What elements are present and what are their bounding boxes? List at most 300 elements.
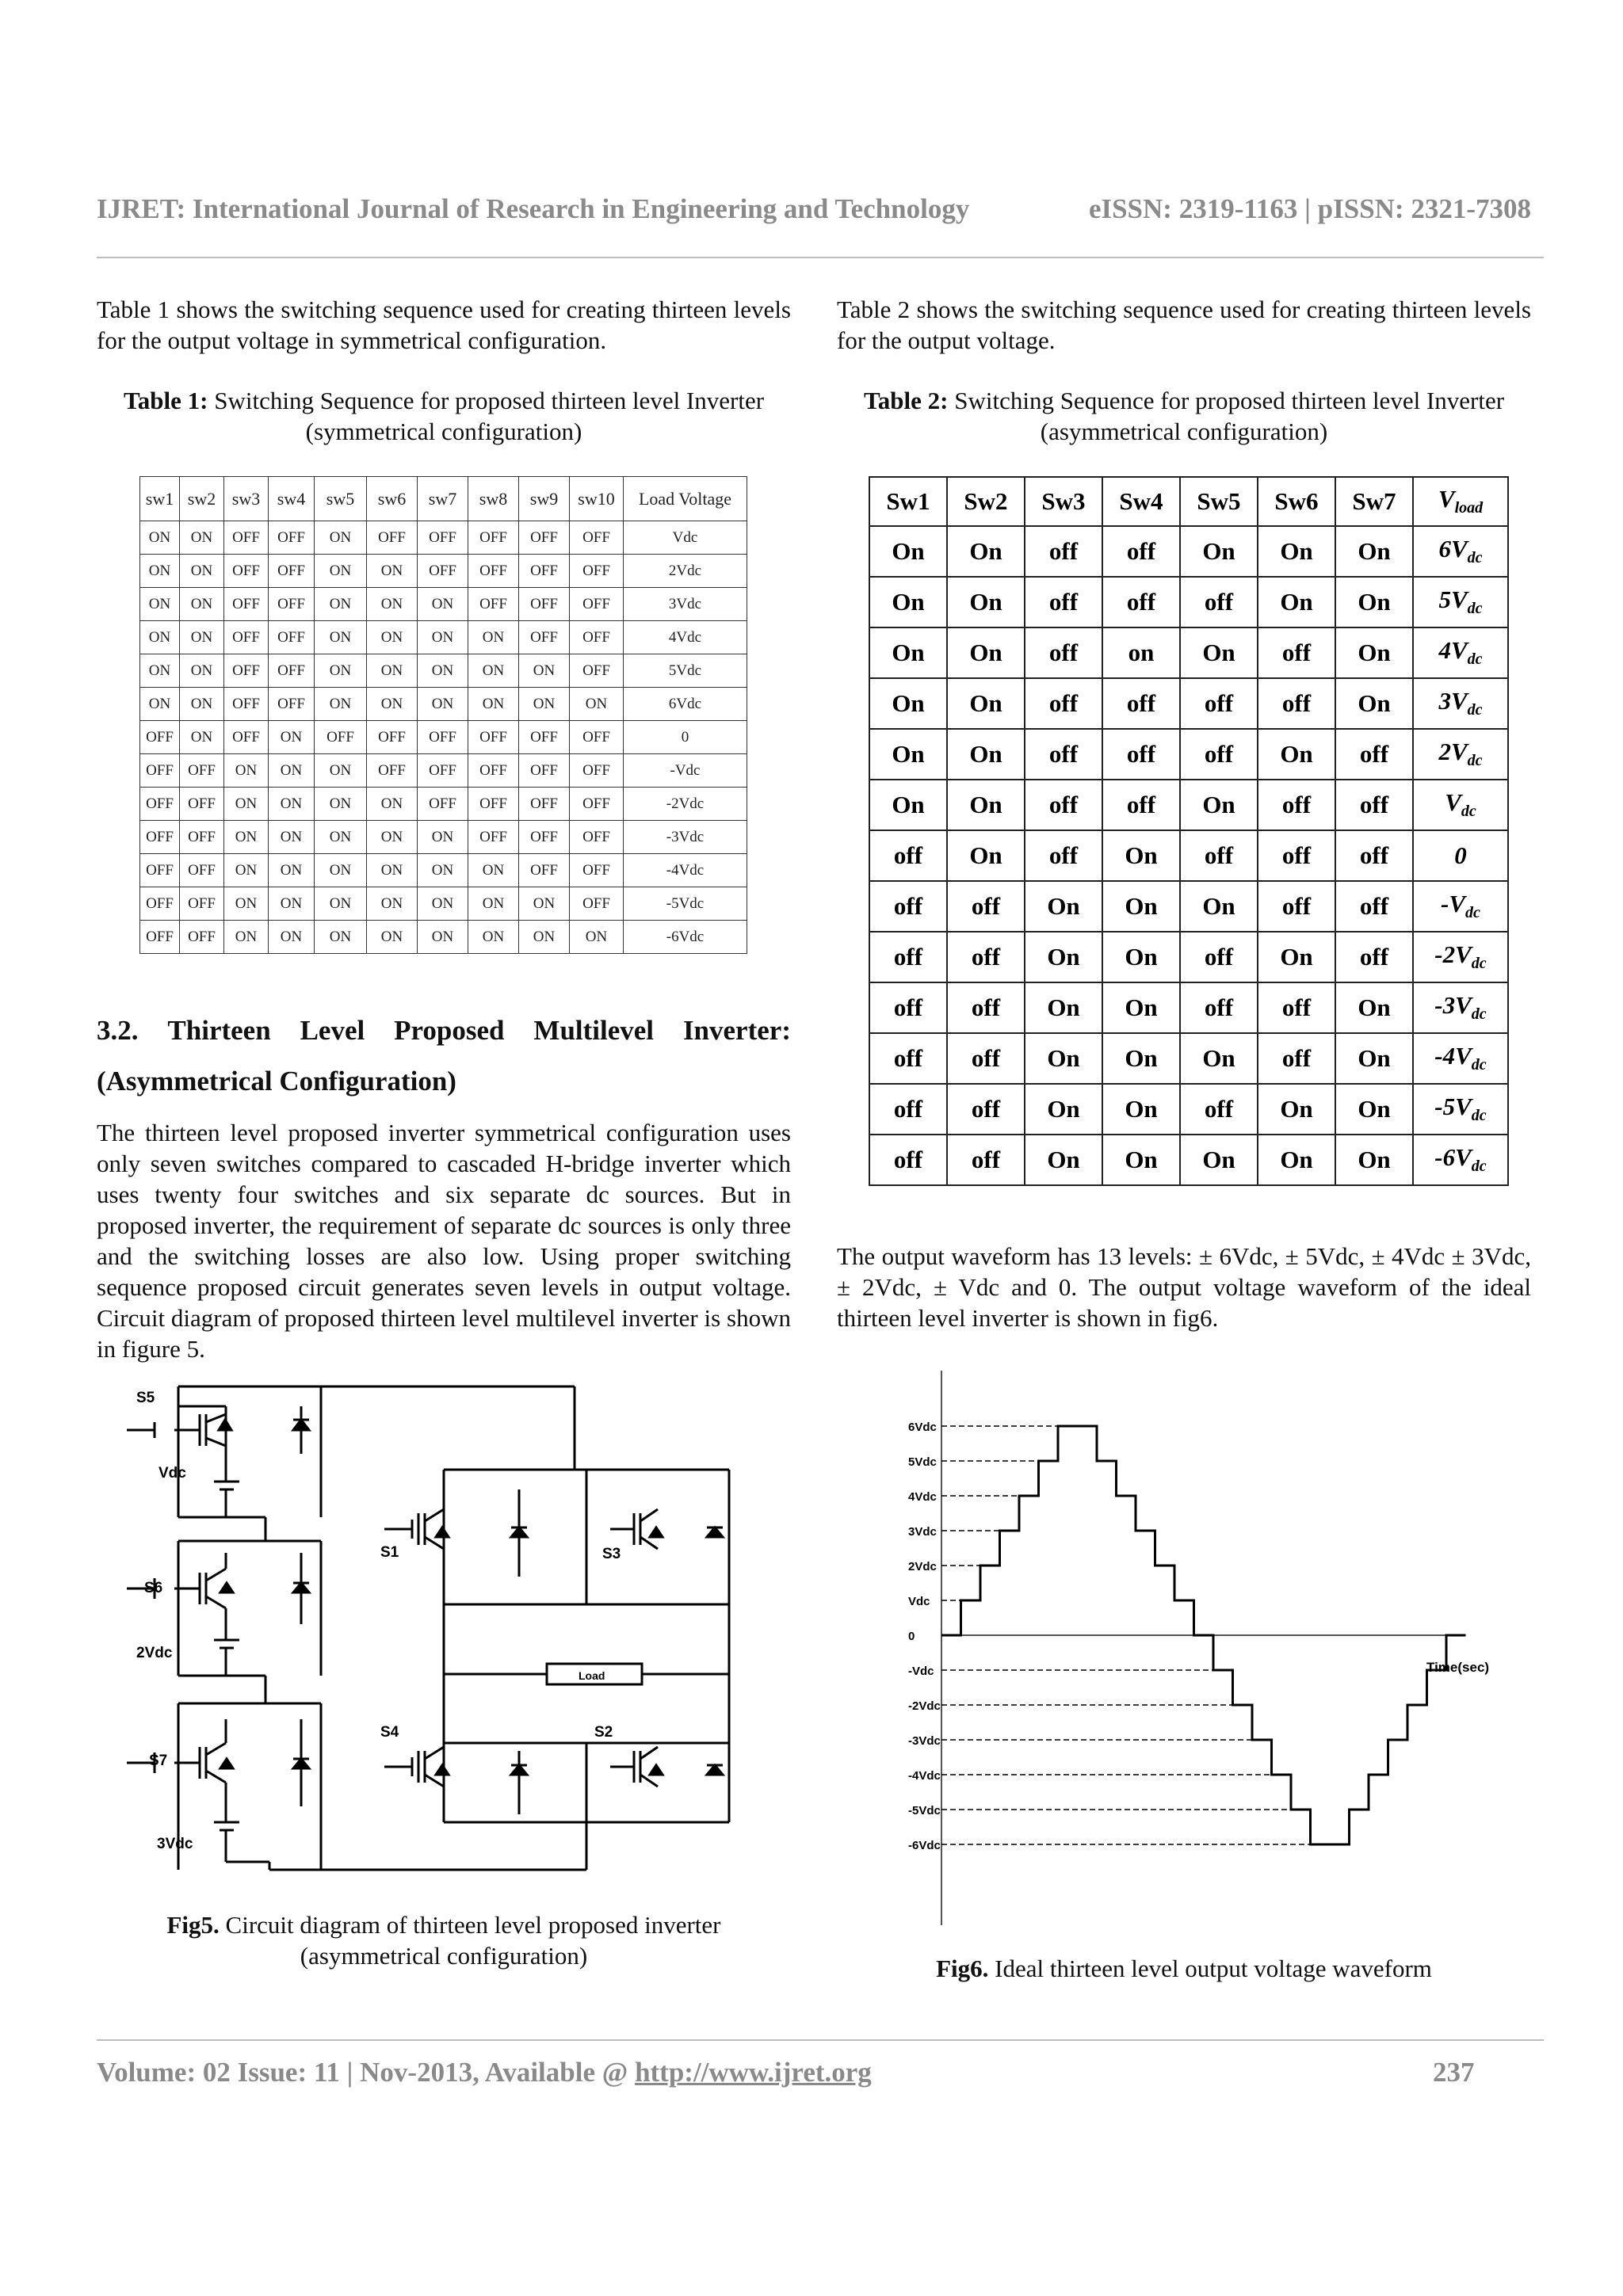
table1-header-cell: sw2: [180, 477, 224, 521]
table2-cell: off: [1258, 627, 1335, 678]
table1-cell: ON: [418, 921, 468, 954]
table2-cell: On: [1025, 1135, 1102, 1185]
table1-cell: OFF: [180, 821, 224, 854]
cell-s5: [127, 1386, 321, 1517]
x-axis-label: Time(sec): [1426, 1660, 1490, 1675]
table1-cell: ON: [224, 788, 269, 821]
left-body: The thirteen level proposed inverter symmetrical configuration uses only seven switches compared to cascaded H-bridge inverter which uses twenty four switches and six separate dc sources. But in proposed inverter, the requirement of separate dc sources is only three and the switching losses are also low. Using proper switching sequence proposed circuit generates seven levels in output voltage. Circuit diagram of proposed thirteen level multilevel inverter is shown in figure 5.: [97, 1119, 791, 1363]
table2-vload-cell: [1413, 1084, 1508, 1135]
table2-vload-cell: [1413, 982, 1508, 1033]
table2-cell: On: [869, 678, 947, 729]
table1-cell: ON: [315, 521, 367, 555]
heading-word: Proposed: [394, 1015, 505, 1046]
table2-cell: On: [1335, 1135, 1413, 1185]
table2-cell: off: [1335, 780, 1413, 830]
table-2: [869, 476, 1509, 1186]
vload-value: -3V: [1434, 991, 1472, 1020]
table1-cell: ON: [367, 788, 418, 821]
table1-header-cell: sw8: [468, 477, 519, 521]
table2-cell: On: [869, 780, 947, 830]
table2-cell: off: [1102, 678, 1180, 729]
table1-cell: ON: [468, 854, 519, 887]
table1-cell: OFF: [570, 821, 624, 854]
table2-header-cell: Sw4: [1102, 477, 1180, 526]
table1-cell: OFF: [269, 621, 315, 654]
table2-cell: On: [1102, 1084, 1180, 1135]
table1-cell: OFF: [418, 754, 468, 788]
table1-cell: ON: [224, 754, 269, 788]
vload-value: -6V: [1434, 1143, 1472, 1172]
table2-caption: [837, 385, 1531, 447]
table1-cell: OFF: [269, 555, 315, 588]
table1-cell: OFF: [570, 588, 624, 621]
table2-cell: On: [1258, 729, 1335, 780]
footer: [97, 2057, 872, 2088]
table1-cell: OFF: [519, 521, 570, 555]
table2-cell: On: [1180, 1033, 1258, 1084]
table1-cell: 4Vdc: [624, 621, 747, 654]
table1-cell: OFF: [468, 588, 519, 621]
table1-cell: ON: [367, 688, 418, 721]
table2-header-vload: [1413, 477, 1508, 526]
footer-rule: [97, 2039, 1544, 2041]
label-load: Load: [579, 1669, 605, 1682]
table2-cell: On: [1180, 780, 1258, 830]
issn: eISSN: 2319-1163 | pISSN: 2321-7308: [1088, 193, 1531, 224]
table2-cell: off: [1025, 780, 1102, 830]
table2-cell: On: [1258, 1135, 1335, 1185]
table2-cell: off: [947, 1135, 1025, 1185]
table1-cell: OFF: [140, 754, 180, 788]
table2-cell: On: [1180, 1135, 1258, 1185]
table2-cell: On: [1102, 932, 1180, 982]
table1-cell: ON: [269, 754, 315, 788]
table1-cell: OFF: [418, 521, 468, 555]
table2-cell: On: [947, 627, 1025, 678]
table1-cell: ON: [180, 555, 224, 588]
table2-vload-cell: [1413, 830, 1508, 881]
table1-cell: ON: [519, 921, 570, 954]
table1-header-cell: sw7: [418, 477, 468, 521]
table2-cell: On: [1335, 982, 1413, 1033]
table1-cell: OFF: [224, 555, 269, 588]
vload-value: 3V: [1438, 687, 1468, 715]
table2-cell: off: [869, 1135, 947, 1185]
table1-header-cell: sw5: [315, 477, 367, 521]
label-s6: S6: [144, 1580, 163, 1596]
table1-cell: ON: [519, 654, 570, 688]
table1-cell: -2Vdc: [624, 788, 747, 821]
table1-cell: -5Vdc: [624, 887, 747, 921]
table2-row: [869, 881, 1508, 932]
table1-caption: [97, 385, 791, 447]
table2-header-cell: Sw7: [1335, 477, 1413, 526]
table2-vload-cell: [1413, 729, 1508, 780]
heading-word: 3.2.: [97, 1015, 139, 1046]
table2-cell: On: [1025, 932, 1102, 982]
table2-row: [869, 678, 1508, 729]
table1-cell: ON: [570, 688, 624, 721]
table1-row: [140, 754, 747, 788]
vload-value-subscript: dc: [1461, 803, 1476, 821]
table2-row: [869, 577, 1508, 627]
label-s1: S1: [380, 1544, 399, 1561]
table1-cell: 5Vdc: [624, 654, 747, 688]
table1-cell: OFF: [140, 921, 180, 954]
table2-cell: On: [1335, 1033, 1413, 1084]
table1-cell: OFF: [570, 521, 624, 555]
table1-cell: ON: [224, 821, 269, 854]
table2-cell: On: [1180, 627, 1258, 678]
table1-cell: ON: [315, 555, 367, 588]
table2-row: [869, 932, 1508, 982]
table2-row: [869, 780, 1508, 830]
table1-cell: OFF: [418, 555, 468, 588]
table2-cell: on: [1102, 627, 1180, 678]
table1-cell: OFF: [224, 688, 269, 721]
table1-cell: ON: [140, 555, 180, 588]
table1-cell: OFF: [570, 788, 624, 821]
table2-cell: off: [1180, 729, 1258, 780]
table2-cell: off: [869, 932, 947, 982]
table1-cell: ON: [269, 821, 315, 854]
table1-cell: OFF: [468, 788, 519, 821]
y-tick-label: 5Vdc: [908, 1455, 937, 1469]
vload-value: -V: [1441, 890, 1466, 918]
table1-cell: OFF: [180, 854, 224, 887]
vload-value: 6V: [1438, 535, 1468, 563]
table1-cell: OFF: [519, 621, 570, 654]
vload-value-subscript: dc: [1471, 955, 1487, 973]
footer-text: Volume: 02 Issue: 11 | Nov-2013, Available @: [97, 2057, 636, 2088]
table2-cell: off: [1025, 830, 1102, 881]
table1-cell: OFF: [570, 887, 624, 921]
table2-cell: On: [1258, 526, 1335, 577]
table2-cell: On: [947, 780, 1025, 830]
fig5-caption-text: Circuit diagram of thirteen level proposed inverter (asymmetrical configuration): [225, 1911, 721, 1970]
table2-row: [869, 830, 1508, 881]
table1-cell: ON: [315, 754, 367, 788]
right-body: The output waveform has 13 levels: ± 6Vdc, ± 5Vdc, ± 4Vdc ± 3Vdc, ± 2Vdc, ± Vdc and 0. The output voltage waveform of the ideal thirteen level inverter is shown in fig6.: [837, 1242, 1531, 1332]
table1-row: [140, 721, 747, 754]
table1-cell: ON: [468, 621, 519, 654]
table1-cell: ON: [519, 688, 570, 721]
table1-cell: OFF: [269, 654, 315, 688]
table2-cell: off: [869, 982, 947, 1033]
table2-caption-label: Table 2:: [863, 387, 949, 414]
table1-cell: ON: [180, 588, 224, 621]
table1-cell: OFF: [468, 821, 519, 854]
table1-cell: ON: [418, 654, 468, 688]
table1-cell: ON: [269, 788, 315, 821]
table2-row: [869, 1084, 1508, 1135]
table1-cell: OFF: [468, 721, 519, 754]
vload-value: V: [1445, 788, 1461, 817]
vload-value-subscript: dc: [1471, 1056, 1487, 1074]
table1-row: [140, 555, 747, 588]
table1-cell: ON: [468, 921, 519, 954]
y-tick-label: -4Vdc: [908, 1769, 941, 1783]
table2-vload-cell: [1413, 780, 1508, 830]
label-s4: S4: [380, 1724, 399, 1741]
table1-row: [140, 921, 747, 954]
table1-cell: OFF: [224, 621, 269, 654]
section-heading-line2: (Asymmetrical Configuration): [97, 1066, 456, 1097]
table2-cell: off: [1180, 1084, 1258, 1135]
table2-cell: On: [869, 627, 947, 678]
left-intro: Table 1 shows the switching sequence used for creating thirteen levels for the output voltage in symmetrical configuration.: [97, 296, 791, 354]
table2-cell: On: [1102, 1033, 1180, 1084]
table1-cell: ON: [367, 621, 418, 654]
table1-cell: ON: [180, 521, 224, 555]
table2-cell: On: [1102, 830, 1180, 881]
fig5-caption-label: Fig5.: [166, 1911, 220, 1939]
y-tick-label: 0: [908, 1630, 915, 1643]
table1-cell: OFF: [519, 555, 570, 588]
table1-cell: ON: [468, 654, 519, 688]
table2-cell: On: [869, 577, 947, 627]
table2-cell: off: [1335, 830, 1413, 881]
heading-word: Thirteen: [167, 1015, 271, 1046]
table2-cell: off: [1025, 526, 1102, 577]
table2-cell: off: [1258, 678, 1335, 729]
table1-cell: Vdc: [624, 521, 747, 555]
vload-value-subscript: dc: [1467, 752, 1483, 770]
vload-value-subscript: dc: [1471, 1158, 1487, 1176]
vload-value: -4V: [1434, 1042, 1472, 1070]
table2-row: [869, 526, 1508, 577]
table2-cell: off: [1025, 678, 1102, 729]
table1-cell: ON: [315, 921, 367, 954]
table1-cell: ON: [315, 887, 367, 921]
vload-value-subscript: dc: [1471, 1107, 1487, 1125]
table1-cell: OFF: [140, 721, 180, 754]
table2-cell: On: [1258, 577, 1335, 627]
table1-cell: OFF: [180, 788, 224, 821]
table1-header-cell: sw3: [224, 477, 269, 521]
y-tick-label: 2Vdc: [908, 1560, 937, 1573]
table2-cell: On: [1025, 881, 1102, 932]
table2-cell: off: [947, 1033, 1025, 1084]
table1-cell: -6Vdc: [624, 921, 747, 954]
footer-link[interactable]: http://www.ijret.org: [635, 2057, 872, 2088]
table1-cell: ON: [367, 588, 418, 621]
table1-cell: -3Vdc: [624, 821, 747, 854]
vload-value: 2V: [1438, 738, 1468, 766]
table1-cell: OFF: [519, 721, 570, 754]
y-tick-label: -2Vdc: [908, 1699, 941, 1713]
table1-cell: OFF: [367, 754, 418, 788]
table2-header-cell: Sw2: [947, 477, 1025, 526]
table1-cell: OFF: [570, 754, 624, 788]
table1-cell: OFF: [269, 588, 315, 621]
table1-cell: 3Vdc: [624, 588, 747, 621]
table2-header-row: [869, 477, 1508, 526]
table1-row: [140, 854, 747, 887]
table2-cell: On: [1258, 932, 1335, 982]
table1-row: [140, 688, 747, 721]
table2-cell: On: [1335, 627, 1413, 678]
table1-cell: ON: [519, 887, 570, 921]
running-header: [97, 193, 1531, 225]
table2-header-cell: Sw6: [1258, 477, 1335, 526]
table1-caption-label: Table 1:: [123, 387, 208, 414]
table2-cell: On: [1025, 1084, 1102, 1135]
journal-title: IJRET: International Journal of Research in Engineering and Technology: [97, 193, 970, 224]
table1-cell: OFF: [519, 588, 570, 621]
vload-symbol: V: [1438, 485, 1455, 513]
table1-cell: ON: [367, 921, 418, 954]
table1-cell: 0: [624, 721, 747, 754]
table2-cell: off: [1258, 1033, 1335, 1084]
table1-cell: ON: [367, 821, 418, 854]
table1-cell: ON: [140, 621, 180, 654]
table1-cell: OFF: [367, 721, 418, 754]
table1-cell: -Vdc: [624, 754, 747, 788]
table1-header-cell: sw10: [570, 477, 624, 521]
table1-header-row: [140, 477, 747, 521]
table1-cell: ON: [140, 521, 180, 555]
table2-cell: off: [1025, 627, 1102, 678]
table1-cell: ON: [180, 721, 224, 754]
table1-cell: OFF: [418, 721, 468, 754]
vload-subscript: load: [1454, 499, 1484, 517]
table1-cell: OFF: [468, 754, 519, 788]
table1-cell: OFF: [224, 654, 269, 688]
table1-header-cell: sw6: [367, 477, 418, 521]
table2-cell: off: [1102, 526, 1180, 577]
label-s5: S5: [136, 1390, 155, 1406]
table2-vload-cell: [1413, 577, 1508, 627]
table1-cell: ON: [570, 921, 624, 954]
table1-cell: OFF: [519, 754, 570, 788]
label-2vdc: 2Vdc: [136, 1645, 173, 1661]
y-tick-label: 4Vdc: [908, 1490, 937, 1504]
table2-vload-cell: [1413, 932, 1508, 982]
table2-cell: off: [1102, 780, 1180, 830]
table2-row: [869, 1135, 1508, 1185]
table1-cell: OFF: [519, 821, 570, 854]
y-tick-label: -Vdc: [908, 1665, 934, 1678]
table2-cell: off: [1025, 577, 1102, 627]
table1-cell: ON: [269, 887, 315, 921]
table1-cell: OFF: [570, 721, 624, 754]
table1-cell: ON: [140, 654, 180, 688]
table2-header-cell: Sw3: [1025, 477, 1102, 526]
table2-cell: off: [869, 881, 947, 932]
table1-cell: ON: [418, 621, 468, 654]
table1-cell: OFF: [418, 788, 468, 821]
table2-vload-cell: [1413, 1135, 1508, 1185]
vload-value-subscript: dc: [1467, 549, 1483, 567]
table2-cell: On: [1335, 678, 1413, 729]
table1-header-cell: sw1: [140, 477, 180, 521]
y-tick-label: 6Vdc: [908, 1421, 937, 1434]
table1-cell: OFF: [315, 721, 367, 754]
table2-cell: off: [947, 1084, 1025, 1135]
table2-cell: off: [1258, 881, 1335, 932]
fig6-caption-text: Ideal thirteen level output voltage waveform: [995, 1955, 1432, 1982]
table1-cell: 2Vdc: [624, 555, 747, 588]
heading-word: Level: [300, 1015, 365, 1046]
table1-cell: ON: [315, 854, 367, 887]
table1-cell: ON: [315, 688, 367, 721]
table2-cell: On: [947, 577, 1025, 627]
table1-row: [140, 521, 747, 555]
table2-cell: On: [1180, 526, 1258, 577]
table1-cell: OFF: [519, 788, 570, 821]
table1-cell: ON: [180, 621, 224, 654]
table2-cell: On: [1025, 1033, 1102, 1084]
label-s3: S3: [602, 1546, 621, 1562]
table1-cell: ON: [315, 821, 367, 854]
circuit-diagram: [111, 1379, 761, 1894]
table1-cell: OFF: [140, 788, 180, 821]
table1-cell: OFF: [519, 854, 570, 887]
table2-cell: off: [947, 982, 1025, 1033]
table1-cell: OFF: [140, 854, 180, 887]
table2-caption-text: Switching Sequence for proposed thirteen level Inverter (asymmetrical configuration): [954, 387, 1505, 445]
vload-value: 5V: [1438, 585, 1468, 614]
table2-vload-cell: [1413, 881, 1508, 932]
table1-caption-text: Switching Sequence for proposed thirteen level Inverter (symmetrical configuration): [214, 387, 765, 445]
table1-cell: ON: [367, 654, 418, 688]
table1-cell: OFF: [140, 887, 180, 921]
table2-cell: off: [1335, 881, 1413, 932]
table2-header-cell: Sw1: [869, 477, 947, 526]
table1-cell: OFF: [180, 754, 224, 788]
table1-cell: ON: [269, 854, 315, 887]
y-tick-label: -3Vdc: [908, 1734, 941, 1748]
vload-value-subscript: dc: [1467, 650, 1483, 669]
table2-cell: off: [1180, 982, 1258, 1033]
table1-row: [140, 654, 747, 688]
vload-value-subscript: dc: [1467, 600, 1483, 618]
table1-cell: ON: [269, 921, 315, 954]
vload-value: -2V: [1434, 940, 1472, 969]
table1-row: [140, 788, 747, 821]
table1-cell: ON: [315, 621, 367, 654]
table1-cell: OFF: [570, 555, 624, 588]
waveform-chart: [872, 1363, 1506, 1933]
table1-cell: OFF: [224, 588, 269, 621]
table-1: [139, 476, 747, 954]
table2-cell: On: [947, 830, 1025, 881]
table1-cell: OFF: [269, 688, 315, 721]
table2-vload-cell: [1413, 678, 1508, 729]
table1-cell: ON: [140, 588, 180, 621]
right-intro: Table 2 shows the switching sequence used for creating thirteen levels for the output voltage.: [837, 296, 1531, 354]
table1-cell: ON: [140, 688, 180, 721]
heading-word: Inverter:: [682, 1015, 791, 1046]
header-rule: [97, 257, 1544, 258]
table2-cell: On: [1180, 881, 1258, 932]
table1-cell: 6Vdc: [624, 688, 747, 721]
table1-header-cell: sw9: [519, 477, 570, 521]
page-number: 237: [1433, 2057, 1475, 2088]
table2-cell: off: [1025, 729, 1102, 780]
vload-value-subscript: dc: [1471, 1005, 1487, 1024]
table2-cell: On: [869, 729, 947, 780]
table2-row: [869, 729, 1508, 780]
y-tick-label: 3Vdc: [908, 1525, 937, 1539]
table1-cell: OFF: [140, 821, 180, 854]
table2-cell: off: [1335, 729, 1413, 780]
fig6-caption-label: Fig6.: [936, 1955, 989, 1982]
table1-cell: ON: [468, 688, 519, 721]
table2-cell: On: [1258, 1084, 1335, 1135]
table1-cell: OFF: [180, 887, 224, 921]
